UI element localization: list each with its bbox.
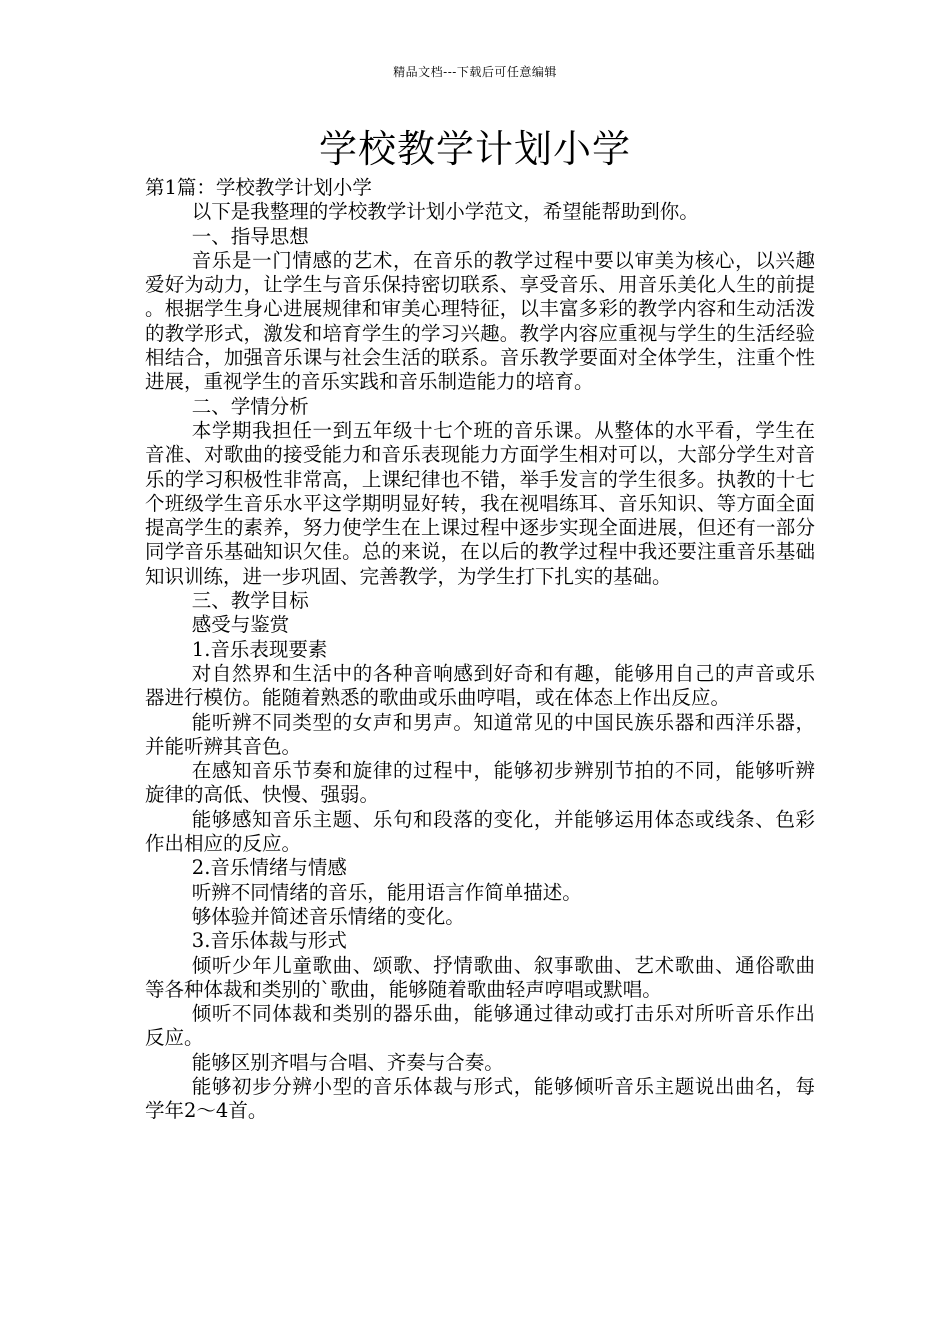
paragraph: 听辨不同情绪的音乐，能用语言作简单描述。: [191, 880, 582, 904]
paragraph: 本学期我担任一到五年级十七个班的音乐课。从整体的水平看，学生在音准、对歌曲的接受能力和音乐表现能力方面学生相对可以，大部分学生对音乐的学习积极性非常高，上课纪律也不错，举手发言的学生很多。执教的十七个班级学生音乐水平这学期明显好转，我在视唱练耳、音乐知识、等方面全面提高学生的素养，努力使学生在上课过程中逐步实现全面进展，但还有一部分同学音乐基础知识欠佳。总的来说，在以后的教学过程中我还要注重音乐基础知识训练，进一步巩固、完善教学，为学生打下扎实的基础。: [145, 418, 815, 588]
paragraph: 音乐是一门情感的艺术，在音乐的教学过程中要以审美为核心，以兴趣爱好为动力，让学生与音乐保持密切联系、享受音乐、用音乐美化人生的前提。根据学生身心进展规律和审美心理特征，以丰富多彩的教学内容和生动活泼的教学形式，激发和培育学生的学习兴趣。教学内容应重视与学生的生活经验相结合，加强音乐课与社会生活的联系。音乐教学要面对全体学生，注重个性进展，重视学生的音乐实践和音乐制造能力的培育。: [145, 248, 815, 394]
page-header: 精品文档---下载后可任意编辑: [393, 65, 557, 79]
section-heading-learning-analysis: 二、学情分析: [191, 394, 309, 418]
document-title: 学校教学计划小学: [318, 127, 631, 171]
section-heading-chapter: 第1篇：学校教学计划小学: [145, 176, 372, 199]
document-body: [145, 176, 815, 1124]
section-heading-teaching-goals: 三、教学目标: [191, 589, 309, 613]
paragraph: 能够区别齐唱与合唱、齐奏与合奏。: [191, 1050, 504, 1074]
paragraph: 能听辨不同类型的女声和男声。知道常见的中国民族乐器和西洋乐器，并能听辨其音色。: [145, 710, 815, 758]
paragraph: 倾听不同体裁和类别的器乐曲，能够通过律动或打击乐对所听音乐作出反应。: [145, 1002, 815, 1050]
paragraph: 对自然界和生活中的各种音响感到好奇和有趣，能够用自己的声音或乐器进行模仿。能随着熟悉的歌曲或乐曲哼唱，或在体态上作出反应。: [145, 661, 815, 710]
paragraph: 能够初步分辨小型的音乐体裁与形式，能够倾听音乐主题说出曲名，每学年2～4首。: [145, 1074, 815, 1123]
paragraph: 够体验并简述音乐情绪的变化。: [191, 904, 465, 928]
intro-paragraph: 以下是我整理的学校教学计划小学范文，希望能帮助到你。: [191, 200, 699, 224]
subsection-heading: 感受与鉴赏: [191, 613, 290, 637]
paragraph: 能够感知音乐主题、乐句和段落的变化，并能够运用体态或线条、色彩作出相应的反应。: [145, 807, 815, 856]
paragraph: 在感知音乐节奏和旋律的过程中，能够初步辨别节拍的不同，能够听辨旋律的高低、快慢、强弱。: [145, 759, 815, 807]
section-heading-guiding-ideology: 一、指导思想: [191, 224, 309, 248]
numbered-heading: 1.音乐表现要素: [191, 637, 328, 661]
numbered-heading: 2.音乐情绪与情感: [191, 856, 347, 880]
numbered-heading: 3.音乐体裁与形式: [191, 929, 347, 953]
paragraph: 倾听少年儿童歌曲、颂歌、抒情歌曲、叙事歌曲、艺术歌曲、通俗歌曲等各种体裁和类别的`歌曲，能够随着歌曲轻声哼唱或默唱。: [145, 953, 815, 1001]
